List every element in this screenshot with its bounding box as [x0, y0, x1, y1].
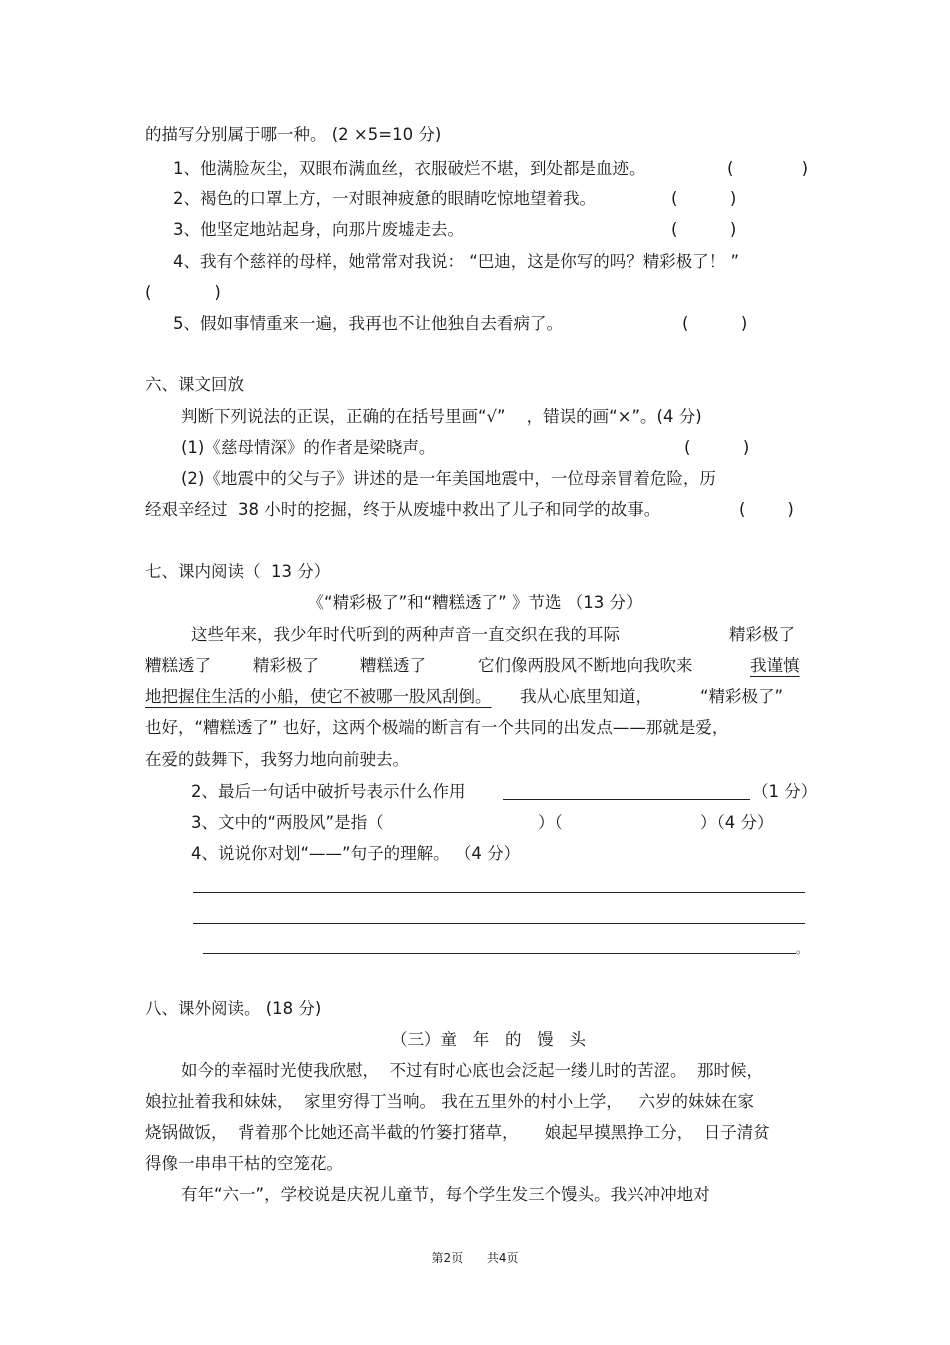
answer-blank-6-1[interactable]: ( ) [684, 438, 750, 457]
section7-question-2-score: （1 分） [752, 782, 818, 801]
answer-line-q4-3[interactable] [203, 953, 796, 954]
story-paragraph-1-line-4: 得像一串串干枯的空笼花。 [145, 1154, 343, 1173]
passage-line-2-part1: 糟糕透了 [145, 656, 211, 675]
section7-question-2: 2、最后一句话中破折号表示什么作用 [191, 782, 466, 801]
section5-intro: 的描写分别属于哪一种。 (2 ×5=10 分) [145, 125, 442, 144]
section6-question-1: (1)《慈母情深》的作者是梁晓声。 [181, 438, 436, 457]
passage-title: 《“精彩极了”和“糟糕透了” 》节选 （13 分） [307, 593, 643, 612]
answer-line-end-mark: 。 [796, 942, 809, 956]
section8-title: 八、课外阅读。 (18 分) [145, 999, 322, 1018]
passage-line-1-end: 精彩极了 [729, 625, 795, 644]
story-paragraph-1-line-3: 烧锅做饭， 背着那个比她还高半截的竹篓打猪草， 娘起早摸黑挣工分， 日子清贫 [145, 1123, 770, 1142]
page-footer [0, 1249, 950, 1266]
section5-question-2: 2、褐色的口罩上方，一对眼神疲惫的眼睛吃惊地望着我。 [173, 189, 596, 208]
passage-line-3-part3: “精彩极了” [700, 687, 784, 706]
answer-blank-5-5[interactable]: ( ) [682, 314, 748, 333]
story-paragraph-1-line-1: 如今的幸福时光使我欣慰， 不过有时心底也会泛起一缕儿时的苦涩。 那时候， [181, 1061, 763, 1080]
answer-line-q4-2[interactable] [193, 923, 805, 924]
section6-instruction: 判断下列说法的正误，正确的在括号里画“√” ，错误的画“×”。(4 分) [181, 407, 702, 426]
section5-question-1: 1、他满脸灰尘，双眼布满血丝，衣服破烂不堪，到处都是血迹。 [173, 159, 646, 178]
section5-question-5: 5、假如事情重来一遍，我再也不让他独自去看病了。 [173, 314, 563, 333]
section7-question-4: 4、说说你对划“——”句子的理解。 （4 分） [191, 844, 521, 863]
answer-blank-5-1[interactable]: ( ) [727, 159, 809, 178]
story-title: （三）童 年 的 馒 头 [391, 1030, 586, 1049]
answer-blank-5-2[interactable]: ( ) [671, 189, 737, 208]
section7-question-3-mid: ）（ [538, 813, 563, 832]
passage-line-2-part4: 它们像两股风不断地向我吹来 [478, 656, 693, 675]
passage-line-1: 这些年来，我少年时代听到的两种声音一直交织在我的耳际 [191, 625, 620, 644]
passage-line-3-part2: 我从心底里知道， [520, 687, 652, 706]
section7-question-3-end: ）（4 分） [700, 813, 774, 832]
passage-line-2-part2: 精彩极了 [253, 656, 319, 675]
section5-question-3: 3、他坚定地站起身，向那片废墟走去。 [173, 220, 464, 239]
section7-question-3-start: 3、文中的“两股风”是指（ [191, 813, 384, 832]
underlined-sentence-start: 我谨慎 [750, 656, 800, 675]
passage-line-2-part3: 糟糕透了 [360, 656, 426, 675]
answer-line-q4-1[interactable] [193, 892, 805, 893]
page-total: 共4页 [486, 1251, 519, 1265]
answer-line-q2[interactable] [503, 799, 750, 800]
section7-title: 七、课内阅读（ 13 分） [145, 562, 331, 581]
story-paragraph-2-line-1: 有年“六一”，学校说是庆祝儿童节，每个学生发三个馒头。我兴冲冲地对 [181, 1185, 710, 1204]
answer-blank-5-3[interactable]: ( ) [671, 220, 737, 239]
section5-question-4: 4、我有个慈祥的母样，她常常对我说： “巴迪，这是你写的吗？精彩极了！ ” [173, 252, 740, 271]
section6-title: 六、课文回放 [145, 375, 244, 394]
page-number: 第2页 [431, 1251, 464, 1265]
story-paragraph-1-line-2: 娘拉扯着我和妹妹， 家里穷得丁当响。 我在五里外的村小上学， 六岁的妹妹在家 [145, 1092, 754, 1111]
passage-line-5: 在爱的鼓舞下，我努力地向前驶去。 [145, 750, 409, 769]
section6-question-2-line1: (2)《地震中的父与子》讲述的是一年美国地震中，一位母亲冒着危险，历 [181, 469, 716, 488]
section6-question-2-line2: 经艰辛经过 38 小时的挖掘，终于从废墟中救出了儿子和同学的故事。 [145, 500, 661, 519]
passage-line-4: 也好，“糟糕透了” 也好，这两个极端的断言有一个共同的出发点——那就是爱， [145, 718, 729, 737]
underlined-sentence-end: 地把握住生活的小船，使它不被哪一股风刮倒。 [145, 687, 492, 706]
answer-blank-5-4[interactable]: ( ) [145, 283, 221, 302]
answer-blank-6-2[interactable]: ( ) [739, 500, 794, 519]
